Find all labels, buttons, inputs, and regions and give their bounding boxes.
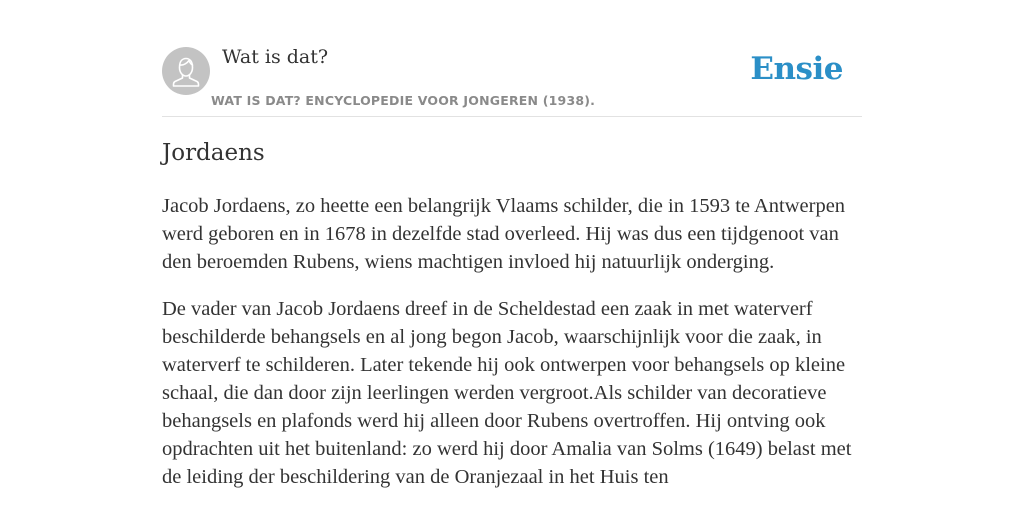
article-paragraph: De vader van Jacob Jordaens dreef in de Scheldestad een zaak in met waterverf beschilderde behangsels en al jong begon Jacob, waarschijnlijk voor die zaak, in waterverf te schilderen. Later tekende hij ook ontwerpen voor behangsels op kleine schaal, die dan door zijn leerlingen werden vergroot.Als schilder van decoratieve behangsels en plafonds werd hij alleen door Rubens overtroffen. Hij ontving ook opdrachten uit het buitenland: zo werd hij door Amalia van Solms (1649) belast met de leiding der beschildering van de Oranjezaal in het Huis ten: [162, 298, 852, 488]
source-title[interactable]: Wat is dat?: [222, 46, 329, 68]
page-container: [162, 0, 862, 488]
source-subtitle[interactable]: WAT IS DAT? ENCYCLOPEDIE VOOR JONGEREN (1938).: [211, 93, 596, 108]
source-avatar[interactable]: [162, 47, 210, 95]
article-body: [162, 192, 862, 510]
article-paragraph: Jacob Jordaens, zo heette een belangrijk Vlaams schilder, die in 1593 te Antwerpen werd geboren en in 1678 in dezelfde stad overleed. Hij was dus een tijdgenoot van den beroemden Rubens, wiens machtigen invloed hij natuurlijk onderging.: [162, 195, 846, 273]
user-icon: [162, 47, 210, 95]
ensie-logo[interactable]: Ensie: [750, 51, 843, 87]
source-header: [162, 0, 862, 117]
article-title: Jordaens: [162, 140, 265, 166]
